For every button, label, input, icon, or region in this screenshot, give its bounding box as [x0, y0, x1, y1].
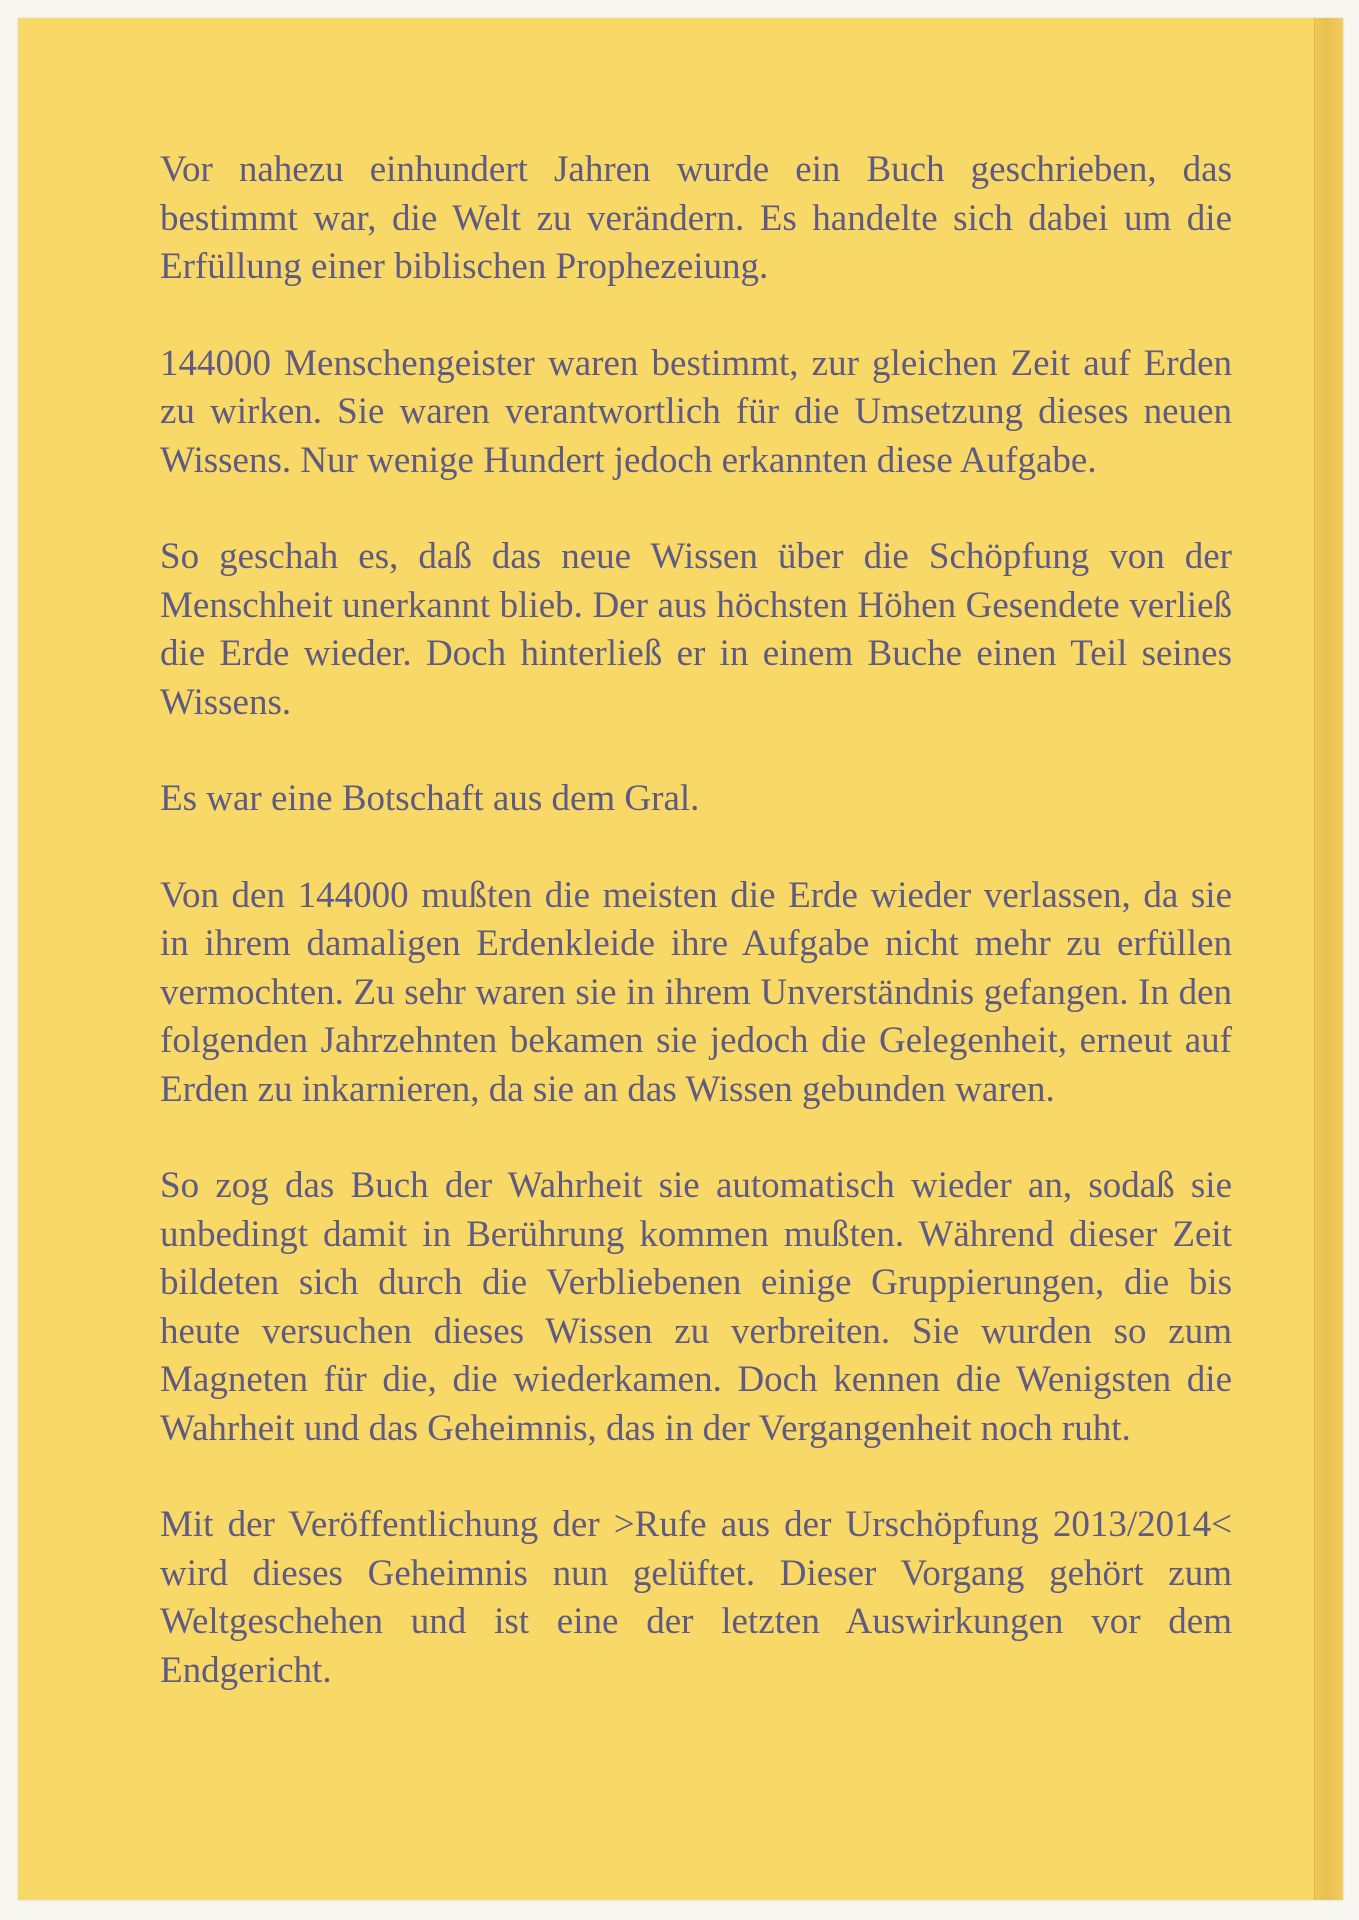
paragraph-2: 144000 Menschengeister waren bestimmt, zur gleichen Zeit auf Erden zu wirken. Sie waren verantwortlich für die Umsetzung dieses neuen Wissens. Nur wenige Hundert jedoch erkannten diese Aufgabe. [160, 342, 1232, 481]
paragraph-6: So zog das Buch der Wahrheit sie automatisch wieder an, sodaß sie unbedingt damit in Berührung kommen mußten. Während dieser Zeit bildeten sich durch die Verbliebenen einige Gruppierungen, die bis heute versuchen dieses Wissen zu verbreiten. Sie wurden so zum Magneten für die, die wiederkamen. Doch kennen die Wenigsten die Wahrheit und das Geheimnis, das in der Vergangenheit noch ruht. [160, 1165, 1232, 1449]
cover-text-block [160, 146, 1232, 1695]
paragraph-5: Von den 144000 mußten die meisten die Erde wieder verlassen, da sie in ihrem damaligen Erdenkleide ihre Aufgabe nicht mehr zu erfüllen vermochten. Zu sehr waren sie in ihrem Unverständnis gefangen. In den folgenden Jahrzehnten bekamen sie jedoch die Gelegenheit, erneut auf Erden zu inkarnieren, da sie an das Wissen gebunden waren. [160, 874, 1232, 1110]
book-back-cover [18, 18, 1343, 1900]
paragraph-4: Es war eine Botschaft aus dem Gral. [160, 778, 700, 819]
book-spine-edge [1314, 18, 1343, 1900]
paragraph-3: So geschah es, daß das neue Wissen über die Schöpfung von der Menschheit unerkannt blieb. Der aus höchsten Höhen Gesendete verließ die Erde wieder. Doch hinterließ er in einem Buche einen Teil seines Wissens. [160, 536, 1232, 723]
paragraph-1: Vor nahezu einhundert Jahren wurde ein Buch geschrieben, das bestimmt war, die Welt zu verändern. Es handelte sich dabei um die Erfüllung einer biblischen Prophezeiung. [160, 149, 1232, 287]
paragraph-7: Mit der Veröffentlichung der >Rufe aus der Urschöpfung 2013/2014< wird dieses Geheimnis nun gelüftet. Dieser Vorgang gehört zum Weltgeschehen und ist eine der letzten Auswirkungen vor dem Endgericht. [160, 1504, 1232, 1691]
